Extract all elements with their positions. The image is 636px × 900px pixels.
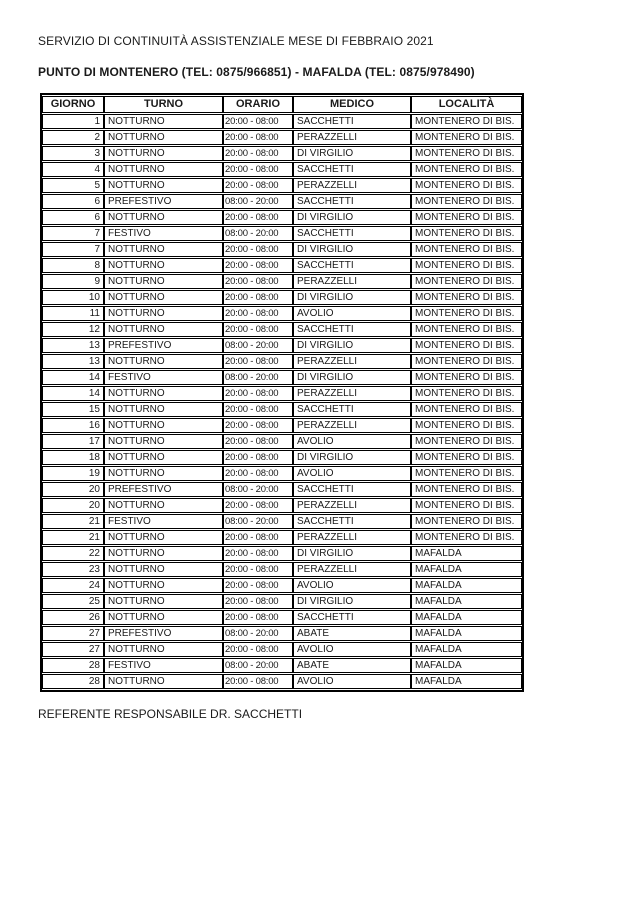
giorno-cell: 4 [42, 162, 104, 177]
medico-cell: DI VIRGILIO [293, 594, 411, 609]
localita-cell: MAFALDA [411, 674, 522, 689]
orario-cell: 20:00 - 08:00 [223, 130, 293, 145]
localita-cell: MONTENERO DI BIS. [411, 354, 522, 369]
giorno-cell: 2 [42, 130, 104, 145]
giorno-cell: 28 [42, 674, 104, 689]
localita-cell: MONTENERO DI BIS. [411, 226, 522, 241]
giorno-cell: 3 [42, 146, 104, 161]
turno-cell: NOTTURNO [104, 114, 223, 129]
turno-cell: NOTTURNO [104, 402, 223, 417]
table-row [42, 610, 522, 625]
orario-cell: 20:00 - 08:00 [223, 354, 293, 369]
orario-cell: 20:00 - 08:00 [223, 610, 293, 625]
medico-cell: SACCHETTI [293, 194, 411, 209]
table-row [42, 450, 522, 465]
medico-cell: PERAZZELLI [293, 418, 411, 433]
schedule-table [40, 93, 524, 692]
medico-cell: SACCHETTI [293, 114, 411, 129]
medico-cell: PERAZZELLI [293, 530, 411, 545]
medico-cell: SACCHETTI [293, 258, 411, 273]
orario-cell: 20:00 - 08:00 [223, 162, 293, 177]
orario-cell: 20:00 - 08:00 [223, 274, 293, 289]
turno-cell: NOTTURNO [104, 274, 223, 289]
turno-cell: NOTTURNO [104, 418, 223, 433]
table-row [42, 242, 522, 257]
turno-cell: NOTTURNO [104, 146, 223, 161]
turno-cell: NOTTURNO [104, 386, 223, 401]
orario-cell: 20:00 - 08:00 [223, 210, 293, 225]
orario-cell: 20:00 - 08:00 [223, 386, 293, 401]
localita-cell: MONTENERO DI BIS. [411, 338, 522, 353]
localita-cell: MONTENERO DI BIS. [411, 258, 522, 273]
giorno-cell: 14 [42, 386, 104, 401]
table-row [42, 674, 522, 689]
orario-cell: 08:00 - 20:00 [223, 194, 293, 209]
orario-cell: 20:00 - 08:00 [223, 114, 293, 129]
turno-cell: NOTTURNO [104, 210, 223, 225]
table-row [42, 562, 522, 577]
localita-cell: MONTENERO DI BIS. [411, 114, 522, 129]
medico-cell: AVOLIO [293, 578, 411, 593]
localita-cell: MONTENERO DI BIS. [411, 146, 522, 161]
table-row [42, 386, 522, 401]
localita-cell: MONTENERO DI BIS. [411, 194, 522, 209]
medico-cell: DI VIRGILIO [293, 210, 411, 225]
orario-cell: 08:00 - 20:00 [223, 626, 293, 641]
orario-cell: 20:00 - 08:00 [223, 146, 293, 161]
medico-cell: PERAZZELLI [293, 354, 411, 369]
turno-cell: NOTTURNO [104, 434, 223, 449]
schedule-table-body [42, 114, 522, 689]
localita-cell: MONTENERO DI BIS. [411, 498, 522, 513]
localita-cell: MONTENERO DI BIS. [411, 450, 522, 465]
table-row [42, 338, 522, 353]
turno-cell: NOTTURNO [104, 642, 223, 657]
turno-cell: NOTTURNO [104, 130, 223, 145]
medico-cell: ABATE [293, 626, 411, 641]
header-orario: ORARIO [223, 96, 293, 113]
giorno-cell: 27 [42, 642, 104, 657]
table-row [42, 594, 522, 609]
medico-cell: SACCHETTI [293, 482, 411, 497]
giorno-cell: 27 [42, 626, 104, 641]
table-row [42, 626, 522, 641]
orario-cell: 20:00 - 08:00 [223, 306, 293, 321]
table-row [42, 642, 522, 657]
medico-cell: DI VIRGILIO [293, 370, 411, 385]
giorno-cell: 10 [42, 290, 104, 305]
localita-cell: MAFALDA [411, 594, 522, 609]
orario-cell: 20:00 - 08:00 [223, 178, 293, 193]
table-row [42, 258, 522, 273]
medico-cell: PERAZZELLI [293, 386, 411, 401]
localita-cell: MONTENERO DI BIS. [411, 402, 522, 417]
medico-cell: SACCHETTI [293, 402, 411, 417]
header-turno: TURNO [104, 96, 223, 113]
table-row [42, 210, 522, 225]
table-row [42, 546, 522, 561]
localita-cell: MONTENERO DI BIS. [411, 466, 522, 481]
table-row [42, 114, 522, 129]
medico-cell: SACCHETTI [293, 610, 411, 625]
table-row [42, 530, 522, 545]
header-medico: MEDICO [293, 96, 411, 113]
turno-cell: NOTTURNO [104, 354, 223, 369]
localita-cell: MONTENERO DI BIS. [411, 482, 522, 497]
medico-cell: AVOLIO [293, 306, 411, 321]
giorno-cell: 21 [42, 514, 104, 529]
orario-cell: 20:00 - 08:00 [223, 674, 293, 689]
table-row [42, 402, 522, 417]
table-row [42, 162, 522, 177]
turno-cell: NOTTURNO [104, 546, 223, 561]
table-row [42, 178, 522, 193]
table-row [42, 354, 522, 369]
localita-cell: MONTENERO DI BIS. [411, 514, 522, 529]
medico-cell: DI VIRGILIO [293, 242, 411, 257]
turno-cell: FESTIVO [104, 658, 223, 673]
table-row [42, 482, 522, 497]
giorno-cell: 21 [42, 530, 104, 545]
turno-cell: NOTTURNO [104, 178, 223, 193]
medico-cell: DI VIRGILIO [293, 146, 411, 161]
table-row [42, 418, 522, 433]
orario-cell: 20:00 - 08:00 [223, 498, 293, 513]
turno-cell: PREFESTIVO [104, 194, 223, 209]
orario-cell: 08:00 - 20:00 [223, 338, 293, 353]
turno-cell: NOTTURNO [104, 162, 223, 177]
medico-cell: AVOLIO [293, 642, 411, 657]
orario-cell: 20:00 - 08:00 [223, 642, 293, 657]
giorno-cell: 26 [42, 610, 104, 625]
orario-cell: 20:00 - 08:00 [223, 242, 293, 257]
localita-cell: MAFALDA [411, 562, 522, 577]
medico-cell: ABATE [293, 658, 411, 673]
turno-cell: NOTTURNO [104, 578, 223, 593]
table-row [42, 498, 522, 513]
turno-cell: PREFESTIVO [104, 338, 223, 353]
turno-cell: NOTTURNO [104, 674, 223, 689]
localita-cell: MONTENERO DI BIS. [411, 322, 522, 337]
table-row [42, 290, 522, 305]
turno-cell: NOTTURNO [104, 498, 223, 513]
localita-cell: MAFALDA [411, 578, 522, 593]
table-row [42, 130, 522, 145]
orario-cell: 20:00 - 08:00 [223, 418, 293, 433]
localita-cell: MONTENERO DI BIS. [411, 162, 522, 177]
turno-cell: PREFESTIVO [104, 482, 223, 497]
localita-cell: MAFALDA [411, 626, 522, 641]
orario-cell: 20:00 - 08:00 [223, 290, 293, 305]
giorno-cell: 14 [42, 370, 104, 385]
turno-cell: NOTTURNO [104, 450, 223, 465]
medico-cell: PERAZZELLI [293, 498, 411, 513]
localita-cell: MONTENERO DI BIS. [411, 178, 522, 193]
localita-cell: MONTENERO DI BIS. [411, 370, 522, 385]
turno-cell: FESTIVO [104, 226, 223, 241]
turno-cell: NOTTURNO [104, 466, 223, 481]
table-row [42, 578, 522, 593]
medico-cell: AVOLIO [293, 434, 411, 449]
turno-cell: FESTIVO [104, 370, 223, 385]
giorno-cell: 12 [42, 322, 104, 337]
orario-cell: 08:00 - 20:00 [223, 226, 293, 241]
medico-cell: AVOLIO [293, 466, 411, 481]
turno-cell: NOTTURNO [104, 290, 223, 305]
giorno-cell: 17 [42, 434, 104, 449]
giorno-cell: 25 [42, 594, 104, 609]
orario-cell: 20:00 - 08:00 [223, 562, 293, 577]
giorno-cell: 5 [42, 178, 104, 193]
table-row [42, 466, 522, 481]
orario-cell: 20:00 - 08:00 [223, 258, 293, 273]
localita-cell: MONTENERO DI BIS. [411, 210, 522, 225]
giorno-cell: 6 [42, 194, 104, 209]
document-subtitle: PUNTO DI MONTENERO (TEL: 0875/966851) - MAFALDA (TEL: 0875/978490) [38, 65, 475, 79]
giorno-cell: 8 [42, 258, 104, 273]
table-row [42, 370, 522, 385]
medico-cell: DI VIRGILIO [293, 338, 411, 353]
header-localita: LOCALITÀ [411, 96, 522, 113]
giorno-cell: 20 [42, 482, 104, 497]
medico-cell: PERAZZELLI [293, 178, 411, 193]
medico-cell: SACCHETTI [293, 162, 411, 177]
giorno-cell: 13 [42, 338, 104, 353]
orario-cell: 20:00 - 08:00 [223, 434, 293, 449]
table-row [42, 226, 522, 241]
table-row [42, 514, 522, 529]
table-row [42, 194, 522, 209]
giorno-cell: 22 [42, 546, 104, 561]
orario-cell: 20:00 - 08:00 [223, 594, 293, 609]
medico-cell: DI VIRGILIO [293, 546, 411, 561]
giorno-cell: 7 [42, 242, 104, 257]
giorno-cell: 16 [42, 418, 104, 433]
orario-cell: 20:00 - 08:00 [223, 546, 293, 561]
giorno-cell: 7 [42, 226, 104, 241]
giorno-cell: 6 [42, 210, 104, 225]
giorno-cell: 28 [42, 658, 104, 673]
localita-cell: MAFALDA [411, 546, 522, 561]
table-row [42, 322, 522, 337]
medico-cell: SACCHETTI [293, 226, 411, 241]
orario-cell: 20:00 - 08:00 [223, 466, 293, 481]
giorno-cell: 20 [42, 498, 104, 513]
medico-cell: DI VIRGILIO [293, 450, 411, 465]
localita-cell: MONTENERO DI BIS. [411, 130, 522, 145]
localita-cell: MONTENERO DI BIS. [411, 290, 522, 305]
orario-cell: 08:00 - 20:00 [223, 658, 293, 673]
orario-cell: 20:00 - 08:00 [223, 402, 293, 417]
giorno-cell: 9 [42, 274, 104, 289]
giorno-cell: 1 [42, 114, 104, 129]
table-row [42, 658, 522, 673]
medico-cell: SACCHETTI [293, 514, 411, 529]
turno-cell: NOTTURNO [104, 610, 223, 625]
localita-cell: MONTENERO DI BIS. [411, 242, 522, 257]
localita-cell: MONTENERO DI BIS. [411, 274, 522, 289]
medico-cell: SACCHETTI [293, 322, 411, 337]
orario-cell: 08:00 - 20:00 [223, 370, 293, 385]
orario-cell: 08:00 - 20:00 [223, 514, 293, 529]
localita-cell: MONTENERO DI BIS. [411, 386, 522, 401]
turno-cell: FESTIVO [104, 514, 223, 529]
turno-cell: NOTTURNO [104, 242, 223, 257]
turno-cell: NOTTURNO [104, 306, 223, 321]
medico-cell: DI VIRGILIO [293, 290, 411, 305]
localita-cell: MAFALDA [411, 642, 522, 657]
header-giorno: GIORNO [42, 96, 104, 113]
turno-cell: NOTTURNO [104, 258, 223, 273]
giorno-cell: 11 [42, 306, 104, 321]
table-row [42, 146, 522, 161]
localita-cell: MONTENERO DI BIS. [411, 418, 522, 433]
localita-cell: MONTENERO DI BIS. [411, 306, 522, 321]
medico-cell: AVOLIO [293, 674, 411, 689]
document-title: SERVIZIO DI CONTINUITÀ ASSISTENZIALE MESE DI FEBBRAIO 2021 [38, 34, 434, 48]
giorno-cell: 24 [42, 578, 104, 593]
localita-cell: MAFALDA [411, 658, 522, 673]
turno-cell: NOTTURNO [104, 594, 223, 609]
localita-cell: MONTENERO DI BIS. [411, 434, 522, 449]
localita-cell: MAFALDA [411, 610, 522, 625]
giorno-cell: 13 [42, 354, 104, 369]
localita-cell: MONTENERO DI BIS. [411, 530, 522, 545]
turno-cell: NOTTURNO [104, 530, 223, 545]
medico-cell: PERAZZELLI [293, 562, 411, 577]
turno-cell: NOTTURNO [104, 562, 223, 577]
giorno-cell: 15 [42, 402, 104, 417]
medico-cell: PERAZZELLI [293, 130, 411, 145]
table-row [42, 434, 522, 449]
giorno-cell: 19 [42, 466, 104, 481]
table-header-row [42, 96, 522, 113]
table-row [42, 306, 522, 321]
table-row [42, 274, 522, 289]
turno-cell: PREFESTIVO [104, 626, 223, 641]
orario-cell: 20:00 - 08:00 [223, 530, 293, 545]
giorno-cell: 23 [42, 562, 104, 577]
orario-cell: 08:00 - 20:00 [223, 482, 293, 497]
orario-cell: 20:00 - 08:00 [223, 578, 293, 593]
medico-cell: PERAZZELLI [293, 274, 411, 289]
turno-cell: NOTTURNO [104, 322, 223, 337]
orario-cell: 20:00 - 08:00 [223, 322, 293, 337]
orario-cell: 20:00 - 08:00 [223, 450, 293, 465]
footer-note: REFERENTE RESPONSABILE DR. SACCHETTI [38, 707, 303, 721]
giorno-cell: 18 [42, 450, 104, 465]
